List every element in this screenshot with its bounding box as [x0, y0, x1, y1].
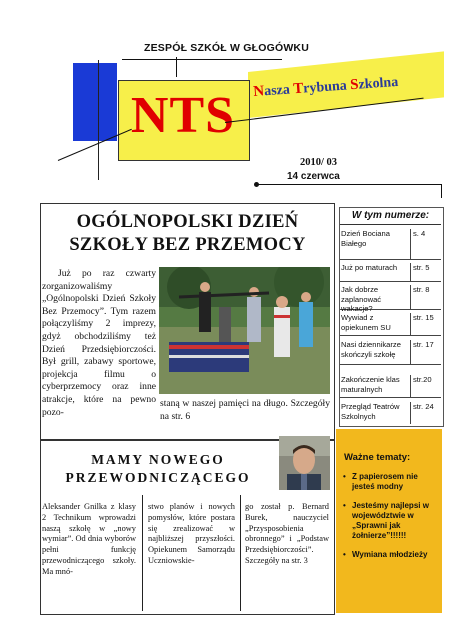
second-article-column-3: go został p. Bernard Burek, nauczyciel „Przysposobienia obronnego” i „Podstaw Przedsiębiorczości”. Szczegóły na str. 3 — [245, 502, 329, 565]
toc-item-title: Dzień Bociana Białego — [341, 229, 390, 248]
masthead-line — [122, 59, 282, 60]
article-text: Już po raz czwarty zorganizowaliśmy „Ogólnopolski Dzień Szkoły Bez Przemocy”. Tym razem połączyliśmy 2 imprezy, gdyż obchodziliśmy też Dzień Przedsiębiorczości. Był grill, zabawy sportowe, projekcja filmu o cyberprzemocy oraz inne atrakcje, które na pewno pozo- — [42, 268, 156, 418]
toc-item[interactable] — [340, 402, 441, 424]
toc-item-title: Nasi dziennikarze skończyli szkołę — [341, 340, 401, 359]
masthead-blue-block — [73, 63, 117, 141]
main-article-continuation: staną w naszej pamięci na długo. Szczegóły na str. 6 — [160, 398, 330, 422]
toc-item-title: Zakończenie klas maturalnych — [341, 375, 400, 394]
second-article-column-1: Aleksander Gnilka z klasy 2 Technikum wprowadzi naszą szkołę w „nowy wymiar”. Od dnia wyborów pełni funkcję przewodniczącego szkoły. Ma mnó- — [42, 502, 136, 576]
main-article-headline — [46, 211, 329, 257]
headline-line: MAMY NOWEGO — [91, 452, 225, 467]
toc-item[interactable] — [340, 375, 441, 398]
title-initial: S — [349, 76, 360, 94]
toc-item-title: Wywiad z opiekunem SU — [341, 313, 391, 332]
issue-number: 2010/ 03 — [300, 157, 338, 168]
title-initial: T — [292, 80, 304, 98]
toc-item[interactable] — [340, 313, 441, 336]
important-topic: • Jesteśmy najlepsi w województwie w „Sprawni jak żołnierze”!!!!!! — [340, 501, 440, 541]
toc-item-page: str. 5 — [410, 263, 443, 281]
toc-item-page: str. 17 — [410, 340, 443, 364]
toc-item-title: Już po maturach — [341, 263, 398, 272]
title-initial: N — [252, 83, 265, 101]
column-divider — [240, 495, 241, 611]
article-photo — [159, 267, 330, 394]
toc-item-page: str. 24 — [410, 402, 443, 424]
title-part: rybuna — [302, 78, 351, 97]
school-name: ZESPÓŁ SZKÓŁ W GŁOGÓWKU — [143, 42, 309, 54]
important-topics-list — [340, 472, 440, 569]
toc-item-page: s. 4 — [410, 229, 443, 259]
headline-line: OGÓLNOPOLSKI DZIEŃ — [76, 212, 299, 232]
headline-line: PRZEWODNICZĄCEGO — [65, 470, 251, 485]
important-topic: • Wymiana młodzieży — [340, 550, 440, 560]
masthead-line — [176, 57, 177, 77]
toc-item-page: str. 8 — [410, 285, 443, 309]
logo-nts: NTS — [130, 87, 236, 144]
title-part: asza — [263, 82, 294, 100]
masthead-line — [98, 60, 99, 180]
second-article-headline — [46, 451, 270, 487]
portrait-graphic — [279, 436, 330, 490]
headline-line: SZKOŁY BEZ PRZEMOCY — [69, 235, 306, 255]
toc-item-page: str.20 — [410, 375, 443, 397]
toc-heading: W tym numerze: — [340, 208, 441, 225]
second-article-column-2: stwo planów i nowych pomysłów, które postara się zrealizować w najbliższej przyszłości. Opiekunem Samorządu Uczniowskie- — [148, 502, 235, 565]
column-divider — [142, 495, 143, 611]
toc-item-page: str. 15 — [410, 313, 443, 335]
issue-date: 14 czerwca — [287, 171, 340, 182]
toc-item[interactable] — [340, 229, 441, 260]
photo-graphic — [159, 267, 330, 394]
important-topic: • Z papierosem nie jesteś modny — [340, 472, 440, 492]
toc-item-title: Jak dobrze zaplanować wakacje? — [341, 285, 382, 313]
toc-item[interactable] — [340, 263, 441, 282]
portrait-photo — [279, 436, 330, 490]
header-rule-dot — [254, 182, 259, 187]
header-rule — [255, 184, 441, 185]
toc-item[interactable] — [340, 340, 441, 365]
header-rule — [441, 184, 442, 198]
title-part: zkolna — [358, 74, 399, 93]
toc-item[interactable] — [340, 285, 441, 313]
important-topics-heading: Ważne tematy: — [344, 452, 411, 463]
main-article-body — [42, 268, 156, 419]
toc-item-title: Przegląd Teatrów Szkolnych — [341, 402, 400, 421]
